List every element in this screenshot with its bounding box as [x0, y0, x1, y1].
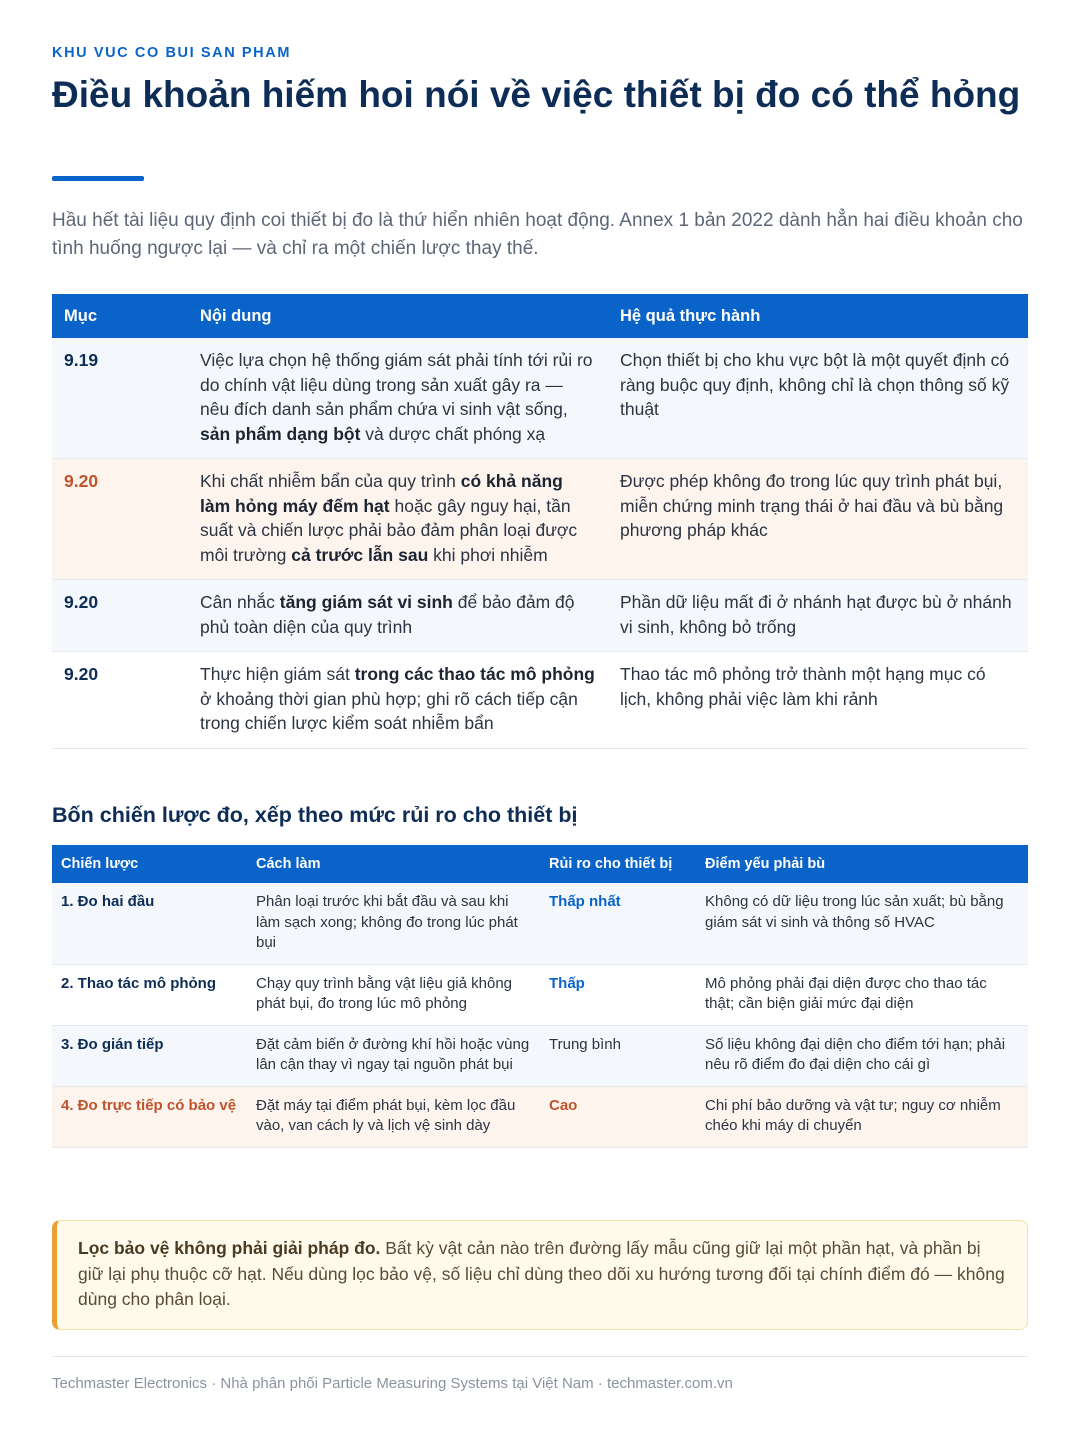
clauses-header-item: Mục: [52, 294, 188, 338]
strategy-name: 1. Đo hai đầu: [52, 883, 247, 964]
lead-paragraph: Hầu hết tài liệu quy định coi thiết bị đo là thứ hiển nhiên hoạt động. Annex 1 bản 2022 dành hẳn hai điều khoản cho tình huống ngược lại — và chỉ ra một chiến lược thay thế.: [52, 210, 1023, 259]
clauses-header-row: [52, 294, 1028, 338]
clause-code: 9.20: [52, 580, 188, 652]
clause-text: hoặc gây nguy hại, tần suất và chiến lược phải bảo đảm phân loại được môi trường: [200, 495, 578, 565]
strategy-weakness: Không có dữ liệu trong lúc sản xuất; bù bằng giám sát vi sinh và thông số HVAC: [696, 883, 1028, 964]
section-eyebrow: KHU VUC CO BUI SAN PHAM: [52, 45, 291, 61]
clause-code: 9.19: [52, 338, 188, 459]
strategies-header-risk: Rủi ro cho thiết bị: [540, 845, 696, 883]
strategy-row: [52, 883, 1028, 964]
title-underline: [52, 176, 144, 181]
clause-emphasis: sản phẩm dạng bột: [200, 423, 361, 444]
callout-text: Bất kỳ vật cản nào trên đường lấy mẫu cũng giữ lại một phần hạt, và phần bị giữ lại phụ thuộc cỡ hạt. Nếu dùng lọc bảo vệ, số liệu chỉ dùng theo dõi xu hướng tương đối tại chính điểm đó — không dùng cho phân loại.: [78, 1238, 1005, 1309]
clause-text: Việc lựa chọn hệ thống giám sát phải tính tới rủi ro do chính vật liệu dùng trong sản xuất gây ra — nêu đích danh sản phẩm chứa vi sinh vật sống,: [200, 350, 593, 419]
clause-consequence: Chọn thiết bị cho khu vực bột là một quyết định có ràng buộc quy định, không chỉ là chọn thông số kỹ thuật: [608, 338, 1028, 459]
strategy-method: Đặt cảm biến ở đường khí hồi hoặc vùng lân cận thay vì ngay tại nguồn phát bụi: [247, 1025, 540, 1086]
clauses-header-consequence: Hệ quả thực hành: [608, 294, 1028, 338]
strategies-header-strategy: Chiến lược: [52, 845, 247, 883]
clauses-table: [52, 294, 1028, 749]
clause-text: Thực hiện giám sát: [200, 664, 355, 684]
strategy-risk: Thấp: [540, 964, 696, 1025]
clause-text: để bảo đảm độ phủ toàn diện của quy trình: [200, 592, 575, 637]
clause-content: [188, 459, 608, 580]
clause-content: [188, 652, 608, 749]
clause-text: khi phơi nhiễm: [428, 544, 548, 565]
strategy-weakness: Chi phí bảo dưỡng và vật tư; nguy cơ nhiễm chéo khi máy di chuyển: [696, 1086, 1028, 1147]
clause-content: [188, 580, 608, 652]
strategy-name: 3. Đo gián tiếp: [52, 1025, 247, 1086]
clause-text: ở khoảng thời gian phù hợp; ghi rõ cách tiếp cận trong chiến lược kiểm soát nhiễm bẩn: [200, 688, 578, 733]
strategies-header-row: [52, 845, 1028, 883]
strategy-row: [52, 1086, 1028, 1147]
clause-row: [52, 459, 1028, 580]
strategies-heading: Bốn chiến lược đo, xếp theo mức rủi ro cho thiết bị: [52, 803, 578, 827]
strategies-header-weakness: Điểm yếu phải bù: [696, 845, 1028, 883]
strategy-method: Đặt máy tại điểm phát bụi, kèm lọc đầu vào, van cách ly và lịch vệ sinh dày: [247, 1086, 540, 1147]
clause-emphasis: tăng giám sát vi sinh: [279, 592, 453, 612]
clause-content: [188, 338, 608, 459]
clause-consequence: Phần dữ liệu mất đi ở nhánh hạt được bù ở nhánh vi sinh, không bỏ trống: [608, 580, 1028, 652]
warning-callout: [52, 1220, 1028, 1330]
clause-text: Khi chất nhiễm bẩn của quy trình: [200, 471, 461, 491]
strategies-header-method: Cách làm: [247, 845, 540, 883]
clause-consequence: Được phép không đo trong lúc quy trình phát bụi, miễn chứng minh trạng thái ở hai đầu và bù bằng phương pháp khác: [608, 459, 1028, 580]
page-title: Điều khoản hiếm hoi nói về việc thiết bị đo có thể hỏng: [52, 74, 1021, 115]
strategy-method: Phân loại trước khi bắt đầu và sau khi làm sạch xong; không đo trong lúc phát bụi: [247, 883, 540, 964]
strategy-weakness: Số liệu không đại diện cho điểm tới hạn; phải nêu rõ điểm đo đại diện cho cái gì: [696, 1025, 1028, 1086]
clauses-header-content: Nội dung: [188, 294, 608, 338]
strategy-method: Chạy quy trình bằng vật liệu giả không phát bụi, đo trong lúc mô phỏng: [247, 964, 540, 1025]
clause-emphasis: cả trước lẫn sau: [291, 544, 429, 565]
callout-lead: Lọc bảo vệ không phải giải pháp đo.: [78, 1238, 381, 1258]
strategy-weakness: Mô phỏng phải đại diện được cho thao tác thật; cần biện giải mức đại diện: [696, 964, 1028, 1025]
strategies-table: [52, 845, 1028, 1148]
footer-text: Techmaster Electronics · Nhà phân phối Particle Measuring Systems tại Việt Nam · techmaster.com.vn: [52, 1375, 733, 1392]
footer-divider: [52, 1356, 1028, 1357]
clause-code: 9.20: [52, 459, 188, 580]
strategy-risk: Thấp nhất: [540, 883, 696, 964]
clause-text: Cân nhắc: [200, 592, 280, 612]
clause-row: [52, 338, 1028, 459]
clause-consequence: Thao tác mô phỏng trở thành một hạng mục có lịch, không phải việc làm khi rảnh: [608, 652, 1028, 749]
strategy-risk: Trung bình: [540, 1025, 696, 1086]
strategy-name: 2. Thao tác mô phỏng: [52, 964, 247, 1025]
clause-row: [52, 652, 1028, 749]
strategy-name: 4. Đo trực tiếp có bảo vệ: [52, 1086, 247, 1147]
clause-code: 9.20: [52, 652, 188, 749]
strategy-risk: Cao: [540, 1086, 696, 1147]
strategy-row: [52, 1025, 1028, 1086]
strategy-row: [52, 964, 1028, 1025]
clause-emphasis: trong các thao tác mô phỏng: [354, 664, 595, 684]
clause-emphasis: có khả năng làm hỏng máy đếm hạt: [200, 471, 563, 516]
clause-text: và dược chất phóng xạ: [360, 423, 546, 444]
clause-row: [52, 580, 1028, 652]
